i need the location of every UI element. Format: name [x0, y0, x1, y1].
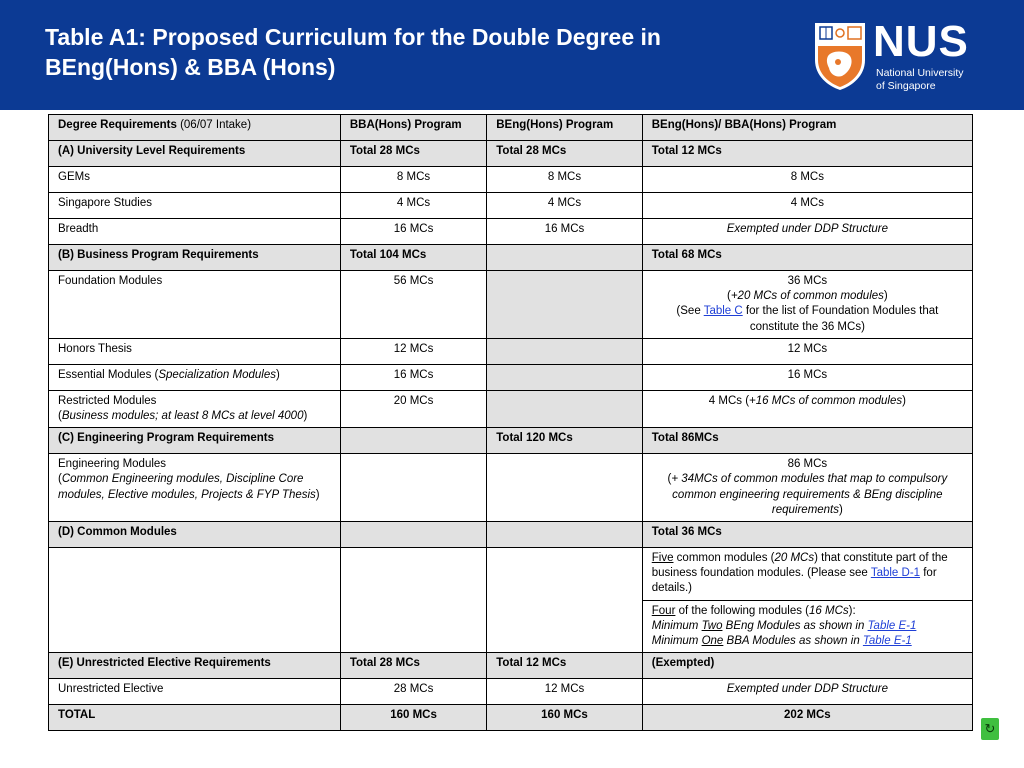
essential-beng: [487, 364, 643, 390]
section-d-label: (D) Common Modules: [49, 522, 341, 548]
common-beng: [487, 548, 643, 653]
section-a-bba: Total 28 MCs: [340, 141, 486, 167]
nus-logo: [812, 17, 972, 100]
paren: (: [726, 290, 731, 303]
section-d-beng: [487, 522, 643, 548]
bba-text: BBA Modules as shown in: [723, 635, 863, 648]
honors-bba: 12 MCs: [340, 338, 486, 364]
unrestricted-ddp: Exempted under DDP Structure: [642, 679, 972, 705]
restricted-label: [49, 390, 341, 427]
total-bba: 160 MCs: [340, 705, 486, 731]
slide-header: [0, 0, 1024, 110]
logo-subtitle-2: of Singapore: [876, 80, 936, 92]
honors-label: Honors Thesis: [49, 338, 341, 364]
section-b-label: (B) Business Program Requirements: [49, 245, 341, 271]
section-d-row: [49, 522, 973, 548]
section-c-bba: [340, 428, 486, 454]
section-e-row: [49, 653, 973, 679]
gems-label: GEMs: [49, 167, 341, 193]
section-d-bba: [340, 522, 486, 548]
common1-text3: for details.): [651, 567, 937, 595]
honors-beng: [487, 338, 643, 364]
gems-ddp: 8 MCs: [642, 167, 972, 193]
engineering-beng: [487, 454, 643, 522]
foundation-ddp: [642, 271, 972, 339]
see-text: (See: [676, 305, 704, 318]
unrestricted-beng: 12 MCs: [487, 679, 643, 705]
nus-wordmark: NUS: [873, 17, 969, 66]
header-degree-requirements: [49, 115, 341, 141]
slide-title: [45, 22, 765, 82]
common-four-modules: [642, 600, 972, 653]
table-row: [49, 167, 973, 193]
two-word: Two: [701, 619, 723, 632]
unrestricted-bba: 28 MCs: [340, 679, 486, 705]
paren: (: [58, 410, 62, 423]
header-col1-intake: (06/07 Intake): [176, 119, 252, 131]
restricted-label-line1: Restricted Modules: [58, 394, 157, 407]
section-c-label: (C) Engineering Program Requirements: [49, 428, 341, 454]
engineering-label-italic: Common Engineering modules, Discipline Core modules, Elective modules, Projects & FYP Thesis: [58, 473, 316, 501]
section-c-beng: Total 120 MCs: [487, 428, 643, 454]
foundation-label: Foundation Modules: [49, 271, 341, 339]
section-b-row: [49, 245, 973, 271]
nus-crest-icon: [812, 20, 868, 92]
common-five-modules: [642, 548, 972, 601]
total-ddp: 202 MCs: [642, 705, 972, 731]
table-d1-link[interactable]: Table D-1: [870, 567, 921, 580]
engineering-ddp-italic: + 34MCs of common modules that map to compulsory common engineering requirements & BEng discipline requirements: [671, 473, 948, 516]
breadth-beng: 16 MCs: [487, 219, 643, 245]
restricted-ddp: [642, 390, 972, 427]
table-row: [49, 454, 973, 522]
section-e-bba: Total 28 MCs: [340, 653, 486, 679]
paren: ): [315, 488, 320, 501]
paren: (: [58, 473, 62, 486]
foundation-beng: [487, 271, 643, 339]
honors-ddp: 12 MCs: [642, 338, 972, 364]
breadth-ddp: Exempted under DDP Structure: [642, 219, 972, 245]
engineering-ddp-mcs: 86 MCs: [787, 458, 828, 471]
title-line-2: BEng(Hons) & BBA (Hons): [45, 54, 336, 80]
section-d-ddp: Total 36 MCs: [642, 522, 972, 548]
common2-mcs: 16 MCs: [809, 604, 849, 617]
section-e-ddp: (Exempted): [642, 653, 972, 679]
total-label: TOTAL: [49, 705, 341, 731]
four-word: Four: [651, 604, 676, 617]
table-row: [49, 338, 973, 364]
section-a-label: (A) University Level Requirements: [49, 141, 341, 167]
essential-label-italic: Specialization Modules: [158, 368, 276, 381]
paren: (: [667, 473, 672, 486]
section-b-ddp: Total 68 MCs: [642, 245, 972, 271]
paren: ): [303, 410, 308, 423]
table-row: [49, 364, 973, 390]
one-word: One: [701, 635, 724, 648]
common2-text2: ):: [848, 604, 856, 617]
total-beng: 160 MCs: [487, 705, 643, 731]
singapore-ddp: 4 MCs: [642, 193, 972, 219]
total-row: [49, 705, 973, 731]
section-c-row: [49, 428, 973, 454]
section-a-beng: Total 28 MCs: [487, 141, 643, 167]
gems-bba: 8 MCs: [340, 167, 486, 193]
singapore-label: Singapore Studies: [49, 193, 341, 219]
table-row: [49, 193, 973, 219]
header-col1-bold: Degree Requirements: [58, 119, 177, 131]
table-row: [49, 219, 973, 245]
section-a-ddp: Total 12 MCs: [642, 141, 972, 167]
unrestricted-label: Unrestricted Elective: [49, 679, 341, 705]
header-beng: BEng(Hons) Program: [487, 115, 643, 141]
paren: ): [902, 394, 906, 407]
singapore-beng: 4 MCs: [487, 193, 643, 219]
header-bba: BBA(Hons) Program: [340, 115, 486, 141]
min-two-beng-line: [652, 620, 917, 632]
breadth-label: Breadth: [49, 219, 341, 245]
return-arrow-icon[interactable]: ↻: [981, 718, 999, 740]
common-label: [49, 548, 341, 653]
restricted-beng: [487, 390, 643, 427]
table-row: [49, 390, 973, 427]
restricted-label-italic: Business modules; at least 8 MCs at level 4000: [61, 410, 304, 423]
essential-label-pre: Essential Modules (: [58, 368, 159, 381]
foundation-ddp-mcs: 36 MCs: [787, 275, 828, 287]
restricted-bba: 20 MCs: [340, 390, 486, 427]
min-text: Minimum: [651, 635, 702, 648]
min-text: Minimum: [651, 619, 702, 632]
table-header-row: [49, 115, 973, 141]
gems-beng: 8 MCs: [487, 167, 643, 193]
common1-mcs: 20 MCs: [774, 552, 815, 565]
paren: ): [839, 503, 843, 516]
foundation-bba: 56 MCs: [340, 271, 486, 339]
common1-text1: common modules (: [673, 552, 775, 565]
logo-subtitle-1: National University: [876, 67, 964, 79]
essential-label: [49, 364, 341, 390]
section-b-bba: Total 104 MCs: [340, 245, 486, 271]
table-e1-link[interactable]: Table E-1: [862, 635, 912, 648]
section-c-ddp: Total 86MCs: [642, 428, 972, 454]
section-b-beng: [487, 245, 643, 271]
foundation-ddp-note: for the list of Foundation Modules that constitute the 36 MCs): [742, 305, 939, 333]
foundation-ddp-common: +20 MCs of common modules: [730, 290, 884, 303]
min-one-bba-line: [652, 635, 912, 647]
engineering-ddp: [642, 454, 972, 522]
essential-ddp: 16 MCs: [642, 364, 972, 390]
title-line-1: Table A1: Proposed Curriculum for the Double Degree in: [45, 24, 661, 50]
restricted-ddp-pre: 4 MCs (: [708, 394, 750, 407]
curriculum-table: [48, 114, 973, 731]
paren: ): [275, 368, 280, 381]
paren: ): [883, 290, 888, 303]
engineering-bba: [340, 454, 486, 522]
common-bba: [340, 548, 486, 653]
engineering-label-line1: Engineering Modules: [58, 458, 167, 471]
common1-text2: ) that constitute part of the business foundation modules. (Please see: [651, 552, 948, 580]
table-row: [49, 548, 973, 601]
beng-text: BEng Modules as shown in: [722, 619, 868, 632]
breadth-bba: 16 MCs: [340, 219, 486, 245]
section-a-row: [49, 141, 973, 167]
header-ddp: BEng(Hons)/ BBA(Hons) Program: [642, 115, 972, 141]
table-c-link[interactable]: Table C: [703, 305, 743, 318]
section-e-beng: Total 12 MCs: [487, 653, 643, 679]
common2-text1: of the following modules (: [675, 604, 810, 617]
restricted-ddp-italic: +16 MCs of common modules: [749, 394, 903, 407]
table-row: [49, 679, 973, 705]
section-e-label: (E) Unrestricted Elective Requirements: [49, 653, 341, 679]
table-e1-link[interactable]: Table E-1: [867, 619, 917, 632]
essential-bba: 16 MCs: [340, 364, 486, 390]
table-row: [49, 271, 973, 339]
five-word: Five: [651, 552, 674, 565]
engineering-label: [49, 454, 341, 522]
singapore-bba: 4 MCs: [340, 193, 486, 219]
